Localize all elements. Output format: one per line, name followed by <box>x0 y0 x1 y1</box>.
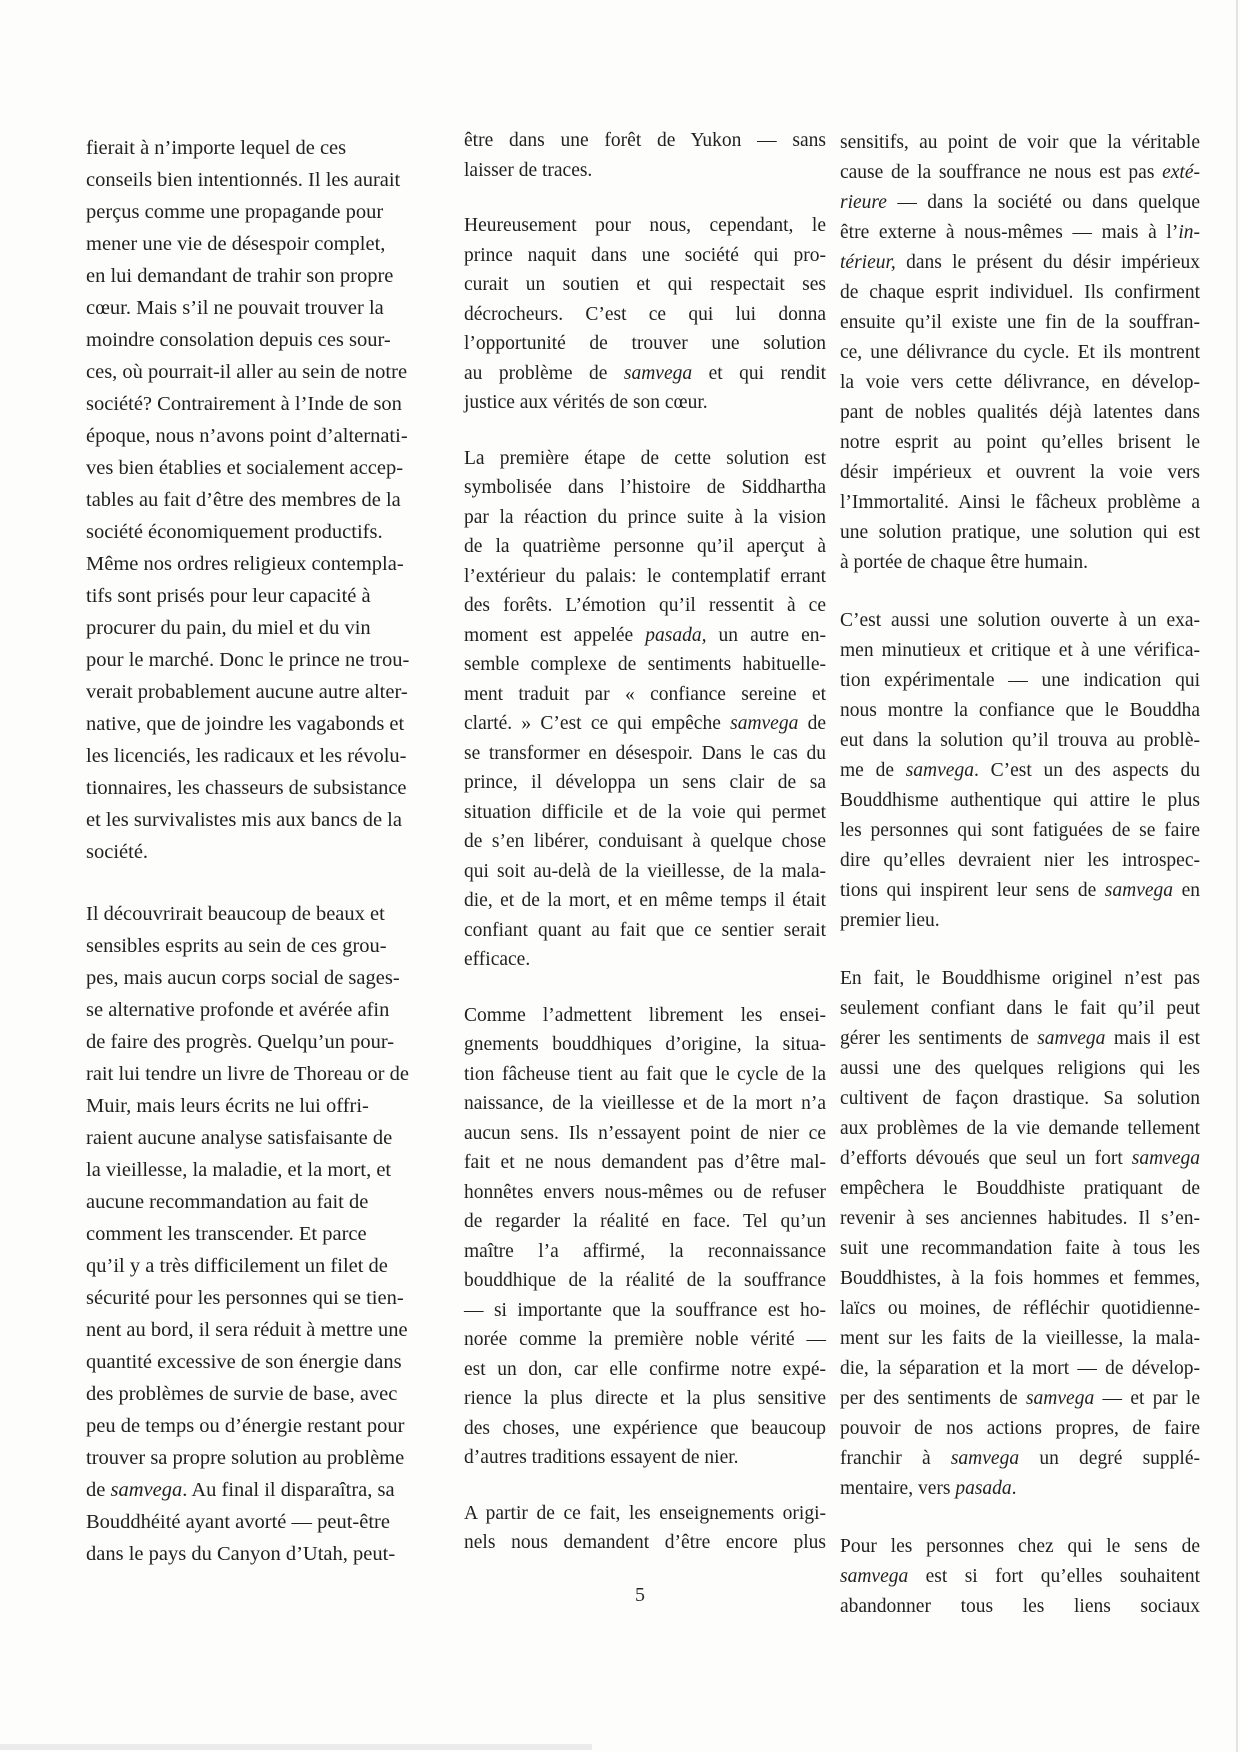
text-line: tion fâcheuse tient au fait que le cycle de la <box>464 1063 826 1085</box>
text-line: efficace. <box>464 949 531 970</box>
text-line: gérer les sentiments de samvega mais il est <box>840 1028 1200 1049</box>
text-line: se transformer en désespoir. Dans le cas du <box>464 742 826 764</box>
text-line: aucun sens. Ils n’essayent point de nier ce <box>464 1122 826 1144</box>
text-line: comment les transcender. Et parce <box>86 1223 367 1245</box>
text-line: mener une vie de désespoir complet, <box>86 233 386 255</box>
text-line: notre esprit au point qu’elles brisent le <box>840 432 1200 453</box>
text-line: per des sentiments de samvega — et par le <box>840 1388 1200 1409</box>
text-line: Bouddhistes, à la fois hommes et femmes, <box>840 1268 1200 1289</box>
text-line: ment sur les faits de la vieillesse, la mala- <box>840 1328 1200 1349</box>
text-line: samvega est si fort qu’elles souhaitent <box>840 1566 1200 1587</box>
right-edge-scan-artifact <box>1236 0 1238 1752</box>
text-line: situation difficile et de la voie qui permet <box>464 801 826 823</box>
text-line: tifs sont prisés pour leur capacité à <box>86 585 371 607</box>
paragraph <box>840 606 1200 936</box>
paragraph <box>464 1001 826 1473</box>
text-line: de chaque esprit individuel. Ils confirment <box>840 282 1200 303</box>
text-line: pouvoir de nos actions propres, de faire <box>840 1418 1200 1439</box>
text-line: Bouddhisme authentique qui attire le plus <box>840 790 1200 811</box>
text-line: — si importante que la souffrance est ho- <box>464 1299 826 1321</box>
text-line: l’extérieur du palais: le contemplatif errant <box>464 565 826 587</box>
text-line: sensitifs, au point de voir que la véritable <box>840 132 1200 153</box>
text-line: ves bien établies et socialement accep- <box>86 457 404 479</box>
paragraph <box>464 126 826 185</box>
text-line: eut dans la solution qu’il trouva au problè- <box>840 730 1200 751</box>
text-line: des forêts. L’émotion qu’il ressentit à ce <box>464 595 826 616</box>
text-line: empêchera le Bouddhiste pratiquant de <box>840 1178 1200 1199</box>
text-line: décrocheurs. C’est ce qui lui donna <box>464 303 826 325</box>
text-line: fierait à n’importe lequel de ces <box>86 137 347 159</box>
text-line: seulement confiant dans le fait qu’il peut <box>840 998 1200 1019</box>
text-line: prince, il développa un sens clair de sa <box>464 772 826 793</box>
text-line: aucune recommandation au fait de <box>86 1191 369 1213</box>
text-line: norée comme la première noble vérité — <box>464 1329 826 1350</box>
text-line: symbolisée dans l’histoire de Siddhartha <box>464 477 826 498</box>
text-line: qui soit au-delà de la vieillesse, de la mala- <box>464 860 826 882</box>
text-line: la voie vers cette délivrance, en dévelop- <box>840 372 1200 393</box>
text-line: société. <box>86 841 149 863</box>
text-line: et les survivalistes mis aux bancs de la <box>86 809 402 831</box>
text-line: ensuite qu’il existe une fin de la souffran- <box>840 312 1200 333</box>
paragraph <box>464 444 826 975</box>
text-line: mentaire, vers pasada. <box>840 1478 1017 1499</box>
bottom-scan-artifact <box>0 1744 592 1750</box>
text-line: conseils bien intentionnés. Il les aurait <box>86 169 401 191</box>
text-line: me de samvega. C’est un des aspects du <box>840 760 1200 781</box>
text-line: rience la plus directe et la plus sensitive <box>464 1388 826 1409</box>
text-line: men minutieux et critique et à une vérifica- <box>840 640 1200 661</box>
text-line: die, et de la mort, et en même temps il était <box>464 890 826 911</box>
text-column-3 <box>840 128 1200 1622</box>
text-line: nels nous demandent d’être encore plus <box>464 1532 826 1553</box>
text-line: clarté. » C’est ce qui empêche samvega de <box>464 713 826 734</box>
page-number: 5 <box>635 1584 645 1606</box>
text-line: être externe à nous-mêmes — mais à l’in- <box>840 222 1200 243</box>
text-line: l’opportunité de trouver une solution <box>464 333 826 354</box>
text-line: maître l’a affirmé, la reconnaissance <box>464 1240 826 1262</box>
text-line: native, que de joindre les vagabonds et <box>86 713 405 735</box>
text-line: époque, nous n’avons point d’alternati- <box>86 425 408 447</box>
paragraph <box>840 128 1200 578</box>
text-line: être dans une forêt de Yukon — sans <box>464 130 826 151</box>
paragraph <box>86 132 486 868</box>
text-line: ce, une délivrance du cycle. Et ils montrent <box>840 342 1200 363</box>
text-line: laisser de traces. <box>464 159 593 181</box>
text-line: l’Immortalité. Ainsi le fâcheux problème a <box>840 492 1200 513</box>
text-line: Muir, mais leurs écrits ne lui offri- <box>86 1095 369 1117</box>
text-line: Bouddhéité ayant avorté — peut-être <box>86 1511 390 1533</box>
text-column-1 <box>86 132 486 1570</box>
text-line: nent au bord, il sera réduit à mettre une <box>86 1319 408 1341</box>
text-line: perçus comme une propagande pour <box>86 201 384 223</box>
paragraph <box>840 1532 1200 1622</box>
text-line: sensibles esprits au sein de ces grou- <box>86 935 387 957</box>
text-line: ces, où pourrait-il aller au sein de notre <box>86 361 408 383</box>
text-line: suit une recommandation faite à tous les <box>840 1238 1200 1259</box>
text-line: revenir à ses anciennes habitudes. Il s’en- <box>840 1208 1200 1229</box>
text-line: tionnaires, les chasseurs de subsistance <box>86 777 407 799</box>
text-line: désir impérieux et ouvrent la voie vers <box>840 462 1200 483</box>
text-line: pant de nobles qualités déjà latentes dans <box>840 402 1200 423</box>
text-line: ment traduit par « confiance sereine et <box>464 683 826 705</box>
text-line: est un don, car elle confirme notre expé- <box>464 1358 826 1380</box>
text-line: la vieillesse, la maladie, et la mort, et <box>86 1159 392 1181</box>
text-line: des choses, une expérience que beaucoup <box>464 1417 826 1439</box>
text-line: de regarder la réalité en face. Tel qu’un <box>464 1211 826 1232</box>
text-line: d’autres traditions essayent de nier. <box>464 1447 739 1468</box>
paragraph <box>840 964 1200 1504</box>
paragraph <box>464 1499 826 1558</box>
text-line: de faire des progrès. Quelqu’un pour- <box>86 1031 395 1053</box>
text-line: aussi une des quelques religions qui les <box>840 1058 1200 1079</box>
text-line: trouver sa propre solution au problème <box>86 1447 405 1469</box>
text-line: prince naquit dans une société qui pro- <box>464 244 826 266</box>
text-line: pes, mais aucun corps social de sages- <box>86 967 400 989</box>
text-line: fait et ne nous demandent pas d’être mal- <box>464 1152 826 1173</box>
text-line: franchir à samvega un degré supplé- <box>840 1448 1200 1469</box>
text-column-2 <box>464 126 826 1558</box>
text-line: honnêtes envers nous-mêmes ou de refuser <box>464 1181 826 1203</box>
text-line: des problèmes de survie de base, avec <box>86 1383 398 1405</box>
text-line: quantité excessive de son énergie dans <box>86 1351 402 1373</box>
text-line: société économiquement productifs. <box>86 521 383 543</box>
text-line: C’est aussi une solution ouverte à un exa- <box>840 610 1200 631</box>
text-line: naissance, de la vieillesse et de la mort n’a <box>464 1093 826 1114</box>
text-line: moment est appelée pasada, un autre en- <box>464 624 827 646</box>
text-line: société? Contrairement à l’Inde de son <box>86 393 402 415</box>
text-line: au problème de samvega et qui rendit <box>464 362 826 384</box>
text-line: die, la séparation et la mort — de dévelop- <box>840 1358 1200 1379</box>
text-line: se alternative profonde et avérée afin <box>86 999 390 1021</box>
paragraph <box>86 898 486 1570</box>
text-line: verait probablement aucune autre alter- <box>86 681 408 703</box>
text-line: par la réaction du prince suite à la vision <box>464 506 826 528</box>
text-line: les licenciés, les radicaux et les révolu- <box>86 745 407 767</box>
text-line: curait un soutien et qui respectait ses <box>464 274 826 295</box>
text-line: de s’en libérer, conduisant à quelque chose <box>464 831 826 852</box>
text-line: pour le marché. Donc le prince ne trou- <box>86 649 410 671</box>
text-line: d’efforts dévoués que seul un fort samvega <box>840 1148 1200 1169</box>
text-line: cœur. Mais s’il ne pouvait trouver la <box>86 297 384 319</box>
text-line: La première étape de cette solution est <box>464 447 826 469</box>
text-line: à portée de chaque être humain. <box>840 552 1088 573</box>
text-line: dire qu’elles devraient nier les introspec- <box>840 850 1200 871</box>
text-line: moindre consolation depuis ces sour- <box>86 329 391 351</box>
text-line: procurer du pain, du miel et du vin <box>86 617 371 639</box>
text-line: semble complexe de sentiments habituelle- <box>464 654 826 675</box>
text-line: abandonner tous les liens sociaux <box>840 1596 1200 1617</box>
text-line: dans le pays du Canyon d’Utah, peut- <box>86 1543 396 1565</box>
text-line: les personnes qui sont fatiguées de se faire <box>840 820 1200 841</box>
text-line: rait lui tendre un livre de Thoreau or de <box>86 1063 409 1085</box>
text-line: gnements bouddhiques d’origine, la situa- <box>464 1034 826 1055</box>
paragraph <box>464 211 826 418</box>
text-line: Même nos ordres religieux contempla- <box>86 553 404 575</box>
text-line: nous montre la confiance que le Bouddha <box>840 700 1200 721</box>
text-line: bouddhique de la réalité de la souffrance <box>464 1270 826 1291</box>
text-line: Heureusement pour nous, cependant, le <box>464 215 826 236</box>
text-line: cause de la souffrance ne nous est pas exté- <box>840 162 1200 183</box>
text-line: de samvega. Au final il disparaîtra, sa <box>86 1479 395 1501</box>
text-line: justice aux vérités de son cœur. <box>464 392 708 413</box>
text-line: raient aucune analyse satisfaisante de <box>86 1127 393 1149</box>
text-line: Comme l’admettent librement les ensei- <box>464 1004 826 1026</box>
text-line: peu de temps ou d’énergie restant pour <box>86 1415 405 1437</box>
text-line: térieur, dans le présent du désir impérieux <box>840 252 1200 273</box>
text-line: cultivent de façon drastique. Sa solution <box>840 1088 1200 1109</box>
text-line: tions qui inspirent leur sens de samvega en <box>840 880 1201 901</box>
text-line: une solution pratique, une solution qui est <box>840 522 1200 543</box>
text-line: confiant quant au fait que ce sentier serait <box>464 919 826 941</box>
text-line: Il découvrirait beaucoup de beaux et <box>86 903 385 925</box>
text-line: tion expérimentale — une indication qui <box>840 670 1200 691</box>
text-line: A partir de ce fait, les enseignements origi- <box>464 1502 826 1524</box>
text-line: qu’il y a très difficilement un filet de <box>86 1255 388 1277</box>
text-line: en lui demandant de trahir son propre <box>86 265 394 287</box>
text-line: Pour les personnes chez qui le sens de <box>840 1536 1200 1557</box>
text-line: tables au fait d’être des membres de la <box>86 489 401 511</box>
text-line: premier lieu. <box>840 910 940 931</box>
text-line: aux problèmes de la vie demande tellement <box>840 1118 1200 1139</box>
text-line: En fait, le Bouddhisme originel n’est pas <box>840 968 1200 989</box>
text-line: rieure — dans la société ou dans quelque <box>840 192 1200 213</box>
text-line: de la quatrième personne qu’il aperçut à <box>464 536 826 557</box>
text-line: sécurité pour les personnes qui se tien- <box>86 1287 404 1309</box>
text-line: laïcs ou moines, de réfléchir quotidienne- <box>840 1298 1200 1319</box>
